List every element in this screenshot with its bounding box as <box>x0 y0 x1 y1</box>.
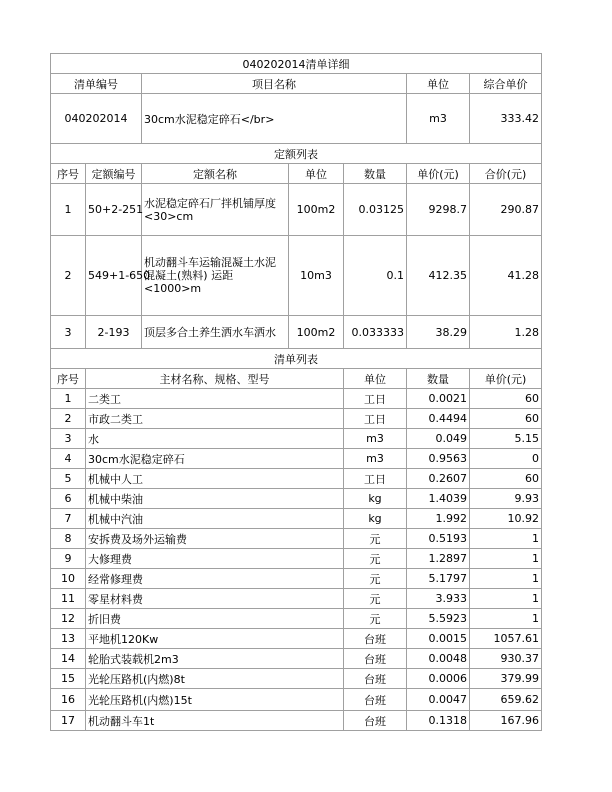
material-qty: 1.992 <box>407 509 470 529</box>
material-unit-price: 167.96 <box>470 711 542 731</box>
material-seq: 15 <box>51 669 86 689</box>
material-unit: 元 <box>344 589 407 609</box>
quota-header-unit: 单位 <box>289 164 344 184</box>
quota-unit-price: 9298.7 <box>407 184 470 236</box>
materials-header-seq: 序号 <box>51 369 86 389</box>
material-name: 光轮压路机(内燃)15t <box>86 689 344 711</box>
bill-detail-table <box>50 53 542 731</box>
material-row <box>51 669 542 689</box>
material-row <box>51 649 542 669</box>
material-unit: m3 <box>344 429 407 449</box>
material-unit-price: 1 <box>470 549 542 569</box>
quota-unit-price: 412.35 <box>407 236 470 316</box>
material-unit-price: 60 <box>470 469 542 489</box>
quota-section-title: 定额列表 <box>51 144 542 164</box>
material-qty: 0.9563 <box>407 449 470 469</box>
material-unit: 台班 <box>344 629 407 649</box>
material-name: 经常修理费 <box>86 569 344 589</box>
quota-seq: 2 <box>51 236 86 316</box>
quota-qty: 0.033333 <box>344 316 407 349</box>
quota-row <box>51 316 542 349</box>
item-row <box>51 94 542 144</box>
material-qty: 5.5923 <box>407 609 470 629</box>
material-name: 二类工 <box>86 389 344 409</box>
material-qty: 0.0048 <box>407 649 470 669</box>
material-row <box>51 489 542 509</box>
quota-total: 290.87 <box>470 184 542 236</box>
quota-total: 1.28 <box>470 316 542 349</box>
material-unit: 台班 <box>344 689 407 711</box>
material-unit-price: 60 <box>470 409 542 429</box>
material-seq: 2 <box>51 409 86 429</box>
material-qty: 3.933 <box>407 589 470 609</box>
material-unit: 工日 <box>344 409 407 429</box>
item-unit: m3 <box>407 94 470 144</box>
material-seq: 9 <box>51 549 86 569</box>
material-unit-price: 0 <box>470 449 542 469</box>
quota-row <box>51 236 542 316</box>
material-unit-price: 1 <box>470 589 542 609</box>
material-seq: 1 <box>51 389 86 409</box>
material-unit-price: 1 <box>470 569 542 589</box>
material-unit: 台班 <box>344 711 407 731</box>
quota-header-row <box>51 164 542 184</box>
material-unit: kg <box>344 509 407 529</box>
material-row <box>51 629 542 649</box>
material-row <box>51 569 542 589</box>
material-unit: 台班 <box>344 669 407 689</box>
quota-name: 顶层多合土养生洒水车洒水 <box>142 316 289 349</box>
material-seq: 10 <box>51 569 86 589</box>
material-name: 水 <box>86 429 344 449</box>
material-unit-price: 9.93 <box>470 489 542 509</box>
header-name: 项目名称 <box>142 74 407 94</box>
material-seq: 14 <box>51 649 86 669</box>
materials-header-row <box>51 369 542 389</box>
quota-seq: 3 <box>51 316 86 349</box>
quota-unit: 100m2 <box>289 184 344 236</box>
material-seq: 11 <box>51 589 86 609</box>
material-name: 轮胎式装载机2m3 <box>86 649 344 669</box>
material-seq: 4 <box>51 449 86 469</box>
item-price: 333.42 <box>470 94 542 144</box>
page-title: 040202014清单详细 <box>51 54 542 74</box>
material-row <box>51 529 542 549</box>
quota-header-name: 定额名称 <box>142 164 289 184</box>
quota-unit: 10m3 <box>289 236 344 316</box>
material-qty: 0.0006 <box>407 669 470 689</box>
quota-unit: 100m2 <box>289 316 344 349</box>
material-qty: 0.049 <box>407 429 470 449</box>
material-unit: 元 <box>344 529 407 549</box>
material-unit: 元 <box>344 549 407 569</box>
material-qty: 0.2607 <box>407 469 470 489</box>
material-seq: 16 <box>51 689 86 711</box>
material-row <box>51 549 542 569</box>
materials-section-title: 清单列表 <box>51 349 542 369</box>
material-unit-price: 1 <box>470 609 542 629</box>
materials-header-name: 主材名称、规格、型号 <box>86 369 344 389</box>
material-row <box>51 469 542 489</box>
quota-qty: 0.1 <box>344 236 407 316</box>
material-name: 机械中柴油 <box>86 489 344 509</box>
material-seq: 7 <box>51 509 86 529</box>
material-qty: 5.1797 <box>407 569 470 589</box>
material-row <box>51 589 542 609</box>
material-unit-price: 930.37 <box>470 649 542 669</box>
title-row <box>51 54 542 74</box>
material-row <box>51 689 542 711</box>
material-unit: 元 <box>344 609 407 629</box>
quota-header-unit-price: 单价(元) <box>407 164 470 184</box>
material-unit-price: 1057.61 <box>470 629 542 649</box>
material-name: 机械中人工 <box>86 469 344 489</box>
material-row <box>51 609 542 629</box>
material-seq: 13 <box>51 629 86 649</box>
quota-code: 549+1-650 <box>86 236 142 316</box>
material-seq: 8 <box>51 529 86 549</box>
material-unit-price: 60 <box>470 389 542 409</box>
quota-header-code: 定额编号 <box>86 164 142 184</box>
material-row <box>51 429 542 449</box>
material-unit: m3 <box>344 449 407 469</box>
material-row <box>51 389 542 409</box>
item-header-row <box>51 74 542 94</box>
quota-section-row <box>51 144 542 164</box>
material-seq: 6 <box>51 489 86 509</box>
quota-code: 2-193 <box>86 316 142 349</box>
quota-name: 机动翻斗车运输混凝土水泥混凝土(熟料) 运距<1000>m <box>142 236 289 316</box>
material-row <box>51 711 542 731</box>
material-unit: 工日 <box>344 389 407 409</box>
material-name: 30cm水泥稳定碎石 <box>86 449 344 469</box>
material-qty: 0.5193 <box>407 529 470 549</box>
material-name: 零星材料费 <box>86 589 344 609</box>
material-qty: 0.1318 <box>407 711 470 731</box>
material-row <box>51 509 542 529</box>
material-seq: 12 <box>51 609 86 629</box>
material-unit-price: 659.62 <box>470 689 542 711</box>
material-seq: 5 <box>51 469 86 489</box>
material-unit: 工日 <box>344 469 407 489</box>
material-name: 机动翻斗车1t <box>86 711 344 731</box>
material-unit: kg <box>344 489 407 509</box>
material-name: 机械中汽油 <box>86 509 344 529</box>
header-code: 清单编号 <box>51 74 142 94</box>
quota-qty: 0.03125 <box>344 184 407 236</box>
material-name: 安拆费及场外运输费 <box>86 529 344 549</box>
quota-total: 41.28 <box>470 236 542 316</box>
material-seq: 17 <box>51 711 86 731</box>
quota-seq: 1 <box>51 184 86 236</box>
material-qty: 1.2897 <box>407 549 470 569</box>
item-name: 30cm水泥稳定碎石</br> <box>142 94 407 144</box>
material-seq: 3 <box>51 429 86 449</box>
material-unit: 元 <box>344 569 407 589</box>
material-name: 平地机120Kw <box>86 629 344 649</box>
material-name: 市政二类工 <box>86 409 344 429</box>
material-name: 折旧费 <box>86 609 344 629</box>
quota-header-seq: 序号 <box>51 164 86 184</box>
materials-header-qty: 数量 <box>407 369 470 389</box>
materials-header-unit-price: 单价(元) <box>470 369 542 389</box>
material-qty: 0.0047 <box>407 689 470 711</box>
material-name: 光轮压路机(内燃)8t <box>86 669 344 689</box>
material-qty: 0.0015 <box>407 629 470 649</box>
quota-header-total: 合价(元) <box>470 164 542 184</box>
material-unit-price: 10.92 <box>470 509 542 529</box>
quota-code: 50+2-251 <box>86 184 142 236</box>
header-price: 综合单价 <box>470 74 542 94</box>
quota-row <box>51 184 542 236</box>
material-name: 大修理费 <box>86 549 344 569</box>
material-unit-price: 1 <box>470 529 542 549</box>
material-row <box>51 409 542 429</box>
header-unit: 单位 <box>407 74 470 94</box>
quota-header-qty: 数量 <box>344 164 407 184</box>
quota-name: 水泥稳定碎石厂拌机铺厚度<30>cm <box>142 184 289 236</box>
material-unit-price: 379.99 <box>470 669 542 689</box>
material-qty: 1.4039 <box>407 489 470 509</box>
material-row <box>51 449 542 469</box>
material-qty: 0.4494 <box>407 409 470 429</box>
material-qty: 0.0021 <box>407 389 470 409</box>
material-unit-price: 5.15 <box>470 429 542 449</box>
item-code: 040202014 <box>51 94 142 144</box>
materials-header-unit: 单位 <box>344 369 407 389</box>
materials-section-row <box>51 349 542 369</box>
quota-unit-price: 38.29 <box>407 316 470 349</box>
material-unit: 台班 <box>344 649 407 669</box>
